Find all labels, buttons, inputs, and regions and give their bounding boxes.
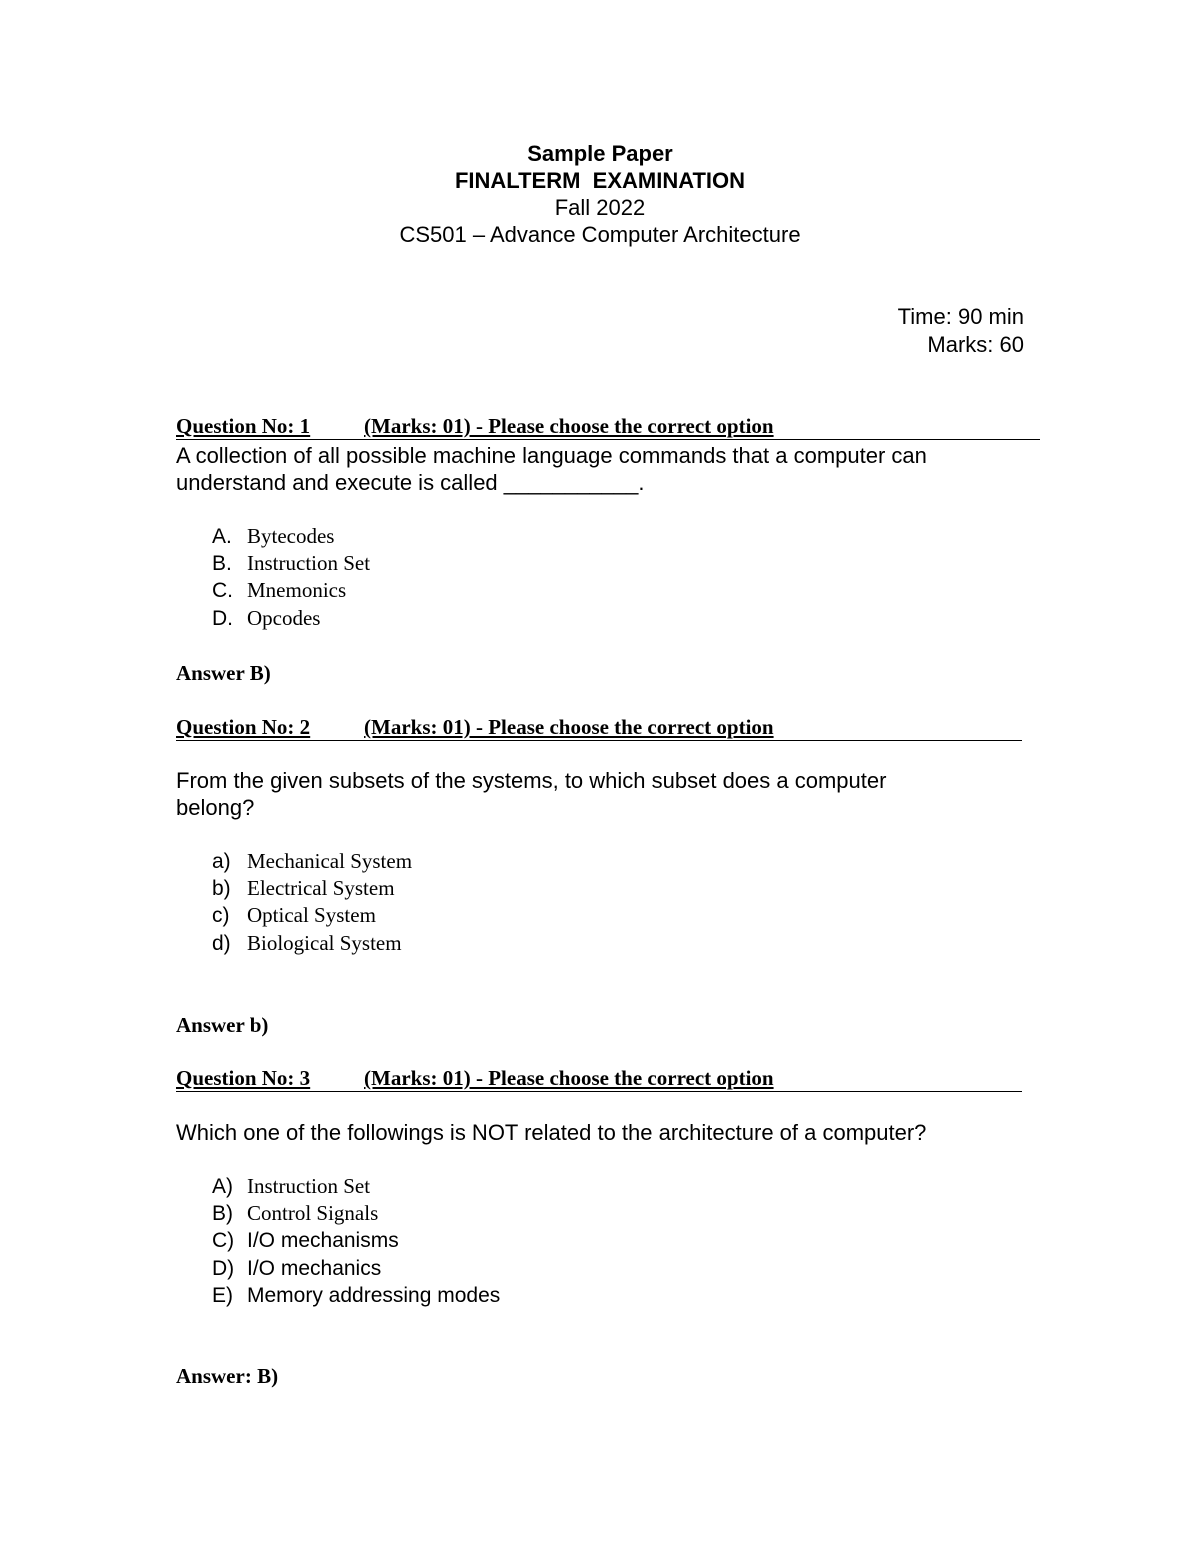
option-text: I/O mechanics — [247, 1256, 382, 1280]
option-label: A. — [212, 525, 232, 548]
answer-3: Answer: B) — [176, 1364, 279, 1388]
option-text: Biological System — [247, 930, 402, 955]
question-number: Question No: 3 — [176, 1066, 311, 1090]
option-item — [212, 1227, 500, 1254]
option-text: Mnemonics — [247, 578, 347, 603]
option-list-1 — [212, 523, 370, 632]
exam-title: FINALTERM EXAMINATION — [454, 168, 746, 193]
option-text: Mechanical System — [247, 849, 413, 873]
option-list-2 — [212, 848, 412, 957]
course-title: CS501 – Advance Computer Architecture — [399, 222, 801, 247]
question-heading-2 — [176, 714, 1022, 741]
option-label: B) — [212, 1202, 233, 1226]
option-item — [212, 1255, 500, 1282]
question-number: Question No: 2 — [176, 715, 311, 739]
paper-title: Sample Paper — [527, 141, 673, 166]
option-label: d) — [212, 931, 231, 955]
exam-header — [0, 140, 1200, 248]
marks-label: Marks: 60 — [927, 332, 1024, 357]
option-text: Instruction Set — [247, 1174, 371, 1198]
option-label: D) — [212, 1256, 235, 1280]
option-text: Opcodes — [247, 605, 321, 630]
option-text: Bytecodes — [247, 524, 335, 548]
time-label: Time: 90 min — [897, 304, 1024, 329]
option-label: A) — [212, 1175, 233, 1198]
question-marks: (Marks: 01) - Please choose the correct option — [364, 414, 774, 438]
option-label: a) — [212, 850, 231, 873]
option-text: Instruction Set — [247, 551, 371, 576]
question-text-1: A collection of all possible machine language commands that a computer can understand and execute is called ___________. — [176, 443, 927, 495]
option-label: B. — [212, 552, 232, 576]
option-item — [212, 1200, 500, 1227]
option-item — [212, 875, 412, 902]
question-heading-1 — [176, 413, 1040, 440]
question-heading-3 — [176, 1065, 1022, 1092]
question-marks: (Marks: 01) - Please choose the correct option — [364, 1066, 774, 1090]
option-text: Control Signals — [247, 1201, 379, 1226]
option-text: Memory addressing modes — [247, 1283, 501, 1307]
exam-meta — [898, 303, 1024, 359]
option-label: C. — [212, 579, 233, 603]
option-label: E) — [212, 1283, 233, 1307]
option-item — [212, 848, 412, 875]
option-label: b) — [212, 877, 231, 901]
option-item — [212, 930, 412, 957]
option-item — [212, 902, 412, 929]
option-item — [212, 577, 370, 604]
term-label: Fall 2022 — [554, 195, 646, 220]
option-item — [212, 1282, 500, 1309]
option-label: D. — [212, 606, 233, 630]
option-item — [212, 523, 370, 550]
option-item — [212, 550, 370, 577]
question-number: Question No: 1 — [176, 414, 311, 438]
option-text: Optical System — [247, 903, 376, 928]
question-marks: (Marks: 01) - Please choose the correct option — [364, 715, 774, 739]
option-text: Electrical System — [247, 876, 395, 901]
option-label: c) — [212, 904, 230, 928]
option-item — [212, 605, 370, 632]
option-label: C) — [212, 1229, 235, 1253]
answer-2: Answer b) — [176, 1013, 269, 1037]
answer-1: Answer B) — [176, 661, 271, 685]
question-text-3: Which one of the followings is NOT related to the architecture of a computer? — [176, 1120, 927, 1145]
option-item — [212, 1173, 500, 1200]
option-text: I/O mechanisms — [247, 1229, 399, 1253]
question-text-2: From the given subsets of the systems, to which subset does a computer belong? — [176, 768, 887, 820]
option-list-3 — [212, 1173, 500, 1309]
